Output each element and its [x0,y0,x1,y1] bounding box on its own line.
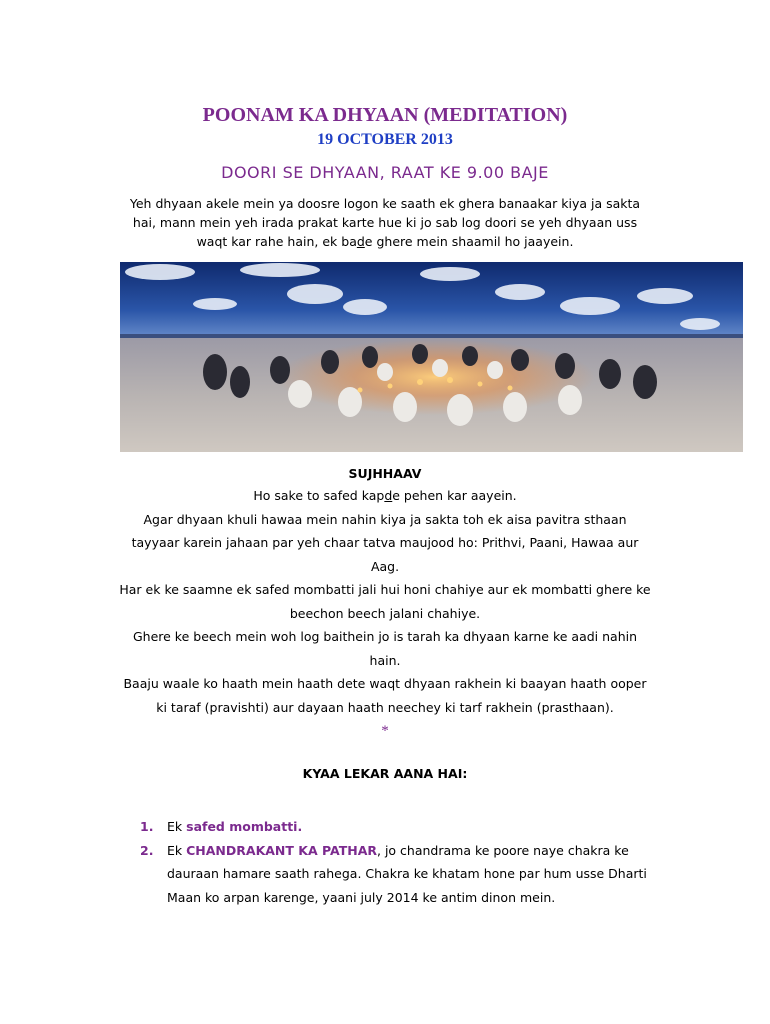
body-line: Ghere ke beech mein woh log baithein jo is tarah ka dhyaan karne ke aadi nahin [132,629,638,644]
intro-paragraph [110,194,660,251]
list-line: Maan ko arpan karenge, yaani july 2014 ke antim dinon mein. [167,889,556,905]
body-line: ki taraf (pravishti) aur dayaan haath neechey ki tarf rakhein (prasthaan). [156,699,614,715]
kyaa-heading: KYAA LEKAR AANA HAI: [302,766,468,781]
body-line: beechon beech jalani chahiye. [289,605,481,621]
intro-line: waqt kar rahe hain, ek bade ghere mein shaamil ho jaayein. [196,234,574,249]
body-line: Baaju waale ko haath mein haath dete waqt dhyaan rakhein ki baayan haath ooper [123,676,647,691]
intro-line: hai, mann mein yeh irada prakat karte hue ki jo sab log doori se yeh dhyaan uss [132,215,638,230]
list-line: dauraan hamare saath rahega. Chakra ke khatam hone par hum usse Dharti [167,866,647,881]
body-line: Har ek ke saamne ek safed mombatti jali hui honi chahiye aur ek mombatti ghere ke [119,582,651,597]
body-line: Aag. [370,558,400,574]
body-line: Agar dhyaan khuli hawaa mein nahin kiya ja sakta toh ek aisa pavitra sthaan [143,511,627,527]
body-line: tayyaar karein jahaan par yeh chaar tatva maujood ho: Prithvi, Paani, Hawaa aur [131,535,639,550]
sujhhaav-heading: SUJHHAAV [348,466,422,481]
list-number: 1. [140,819,154,834]
body-line: hain. [369,652,401,668]
list-item: 2. Ek CHANDRAKANT KA PATHAR, jo chandrama ke poore naye chakra ke dauraan hamare saath rahega. Chakra ke khatam hone par hum usse Dharti Maan ko arpan karenge, yaani july 2014 ke antim dinon mein. [140,839,660,910]
list-item: 1. Ek safed mombatti. [140,815,660,839]
intro-line: Yeh dhyaan akele mein ya doosre logon ke saath ek ghera banaakar kiya ja sakta [129,196,641,211]
list-number: 2. [140,842,154,858]
beach-meditation-photo [120,262,743,452]
document-date: 19 OCTOBER 2013 [317,131,453,148]
items-list [140,815,660,909]
sujhhaav-body [95,484,675,744]
item-highlight: safed mombatti. [186,819,303,834]
document-subtitle: DOORI SE DHYAAN, RAAT KE 9.00 BAJE [221,163,549,182]
document-title: POONAM KA DHYAAN (MEDITATION) [202,104,568,126]
star-separator: * [381,723,389,739]
item-highlight: CHANDRAKANT KA PATHAR [186,842,377,858]
body-line: Ho sake to safed kapde pehen kar aayein. [253,488,517,503]
